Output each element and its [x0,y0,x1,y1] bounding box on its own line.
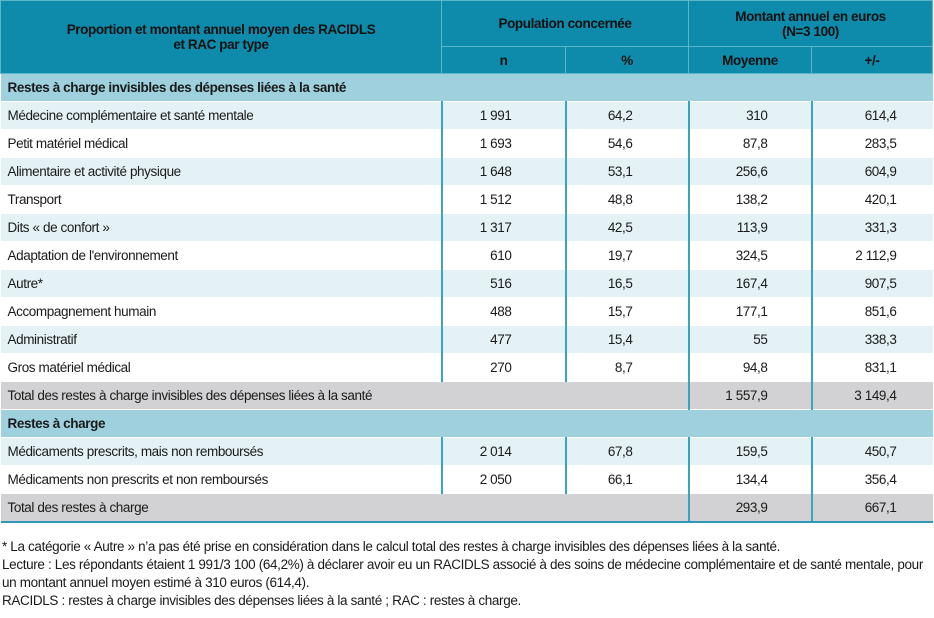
cell-sd: 614,4 [812,102,933,130]
title-line-2: et RAC par type [173,37,269,52]
abbreviations-note: RACIDLS : restes à charge invisibles des dépenses liées à la santé ; RAC : restes à charge. [2,593,521,608]
section-title: Restes à charge [1,410,933,438]
table-row [1,326,933,354]
footnote: * La catégorie « Autre » n’a pas été prise en considération dans le calcul total des restes à charge invisibles des dépenses liées à la santé. [2,539,781,554]
table-row [1,438,933,466]
cell-sd: 907,5 [812,270,933,298]
section-header-row [1,74,933,102]
total-label: Total des restes à charge [1,494,689,523]
row-label: Alimentaire et activité physique [1,158,442,186]
title-line-1: Proportion et montant annuel moyen des RACIDLS [66,22,376,37]
cell-n: 488 [442,298,566,326]
cell-pct: 15,4 [566,326,689,354]
section-header-row [1,410,933,438]
row-label: Gros matériel médical [1,354,442,382]
cell-sd: 420,1 [812,186,933,214]
cell-pct: 15,7 [566,298,689,326]
row-label: Transport [1,186,442,214]
cell-sd: 338,3 [812,326,933,354]
cell-moyenne: 159,5 [689,438,812,466]
section-title: Restes à charge invisibles des dépenses liées à la santé [1,74,933,102]
cell-moyenne: 310 [689,102,812,130]
cell-pct: 64,2 [566,102,689,130]
lecture-note: Lecture : Les répondants étaient 1 991/3 100 (64,2%) à déclarer avoir eu un RACIDLS associé à des soins de médecine complémentaire et de santé mentale, pour un montant annuel moyen estimé à 310 euros (614,4). [2,557,923,590]
table-row [1,242,933,270]
table-row [1,158,933,186]
row-label: Adaptation de l'environnement [1,242,442,270]
total-row [1,494,933,523]
table-row [1,214,933,242]
cell-sd: 851,6 [812,298,933,326]
row-label: Médecine complémentaire et santé mentale [1,102,442,130]
row-label: Administratif [1,326,442,354]
row-label: Autre* [1,270,442,298]
table-row [1,298,933,326]
cell-sd: 604,9 [812,158,933,186]
cell-moyenne: 256,6 [689,158,812,186]
cell-pct: 19,7 [566,242,689,270]
total-moyenne: 293,9 [689,494,812,523]
cell-pct: 54,6 [566,130,689,158]
cell-moyenne: 94,8 [689,354,812,382]
cell-sd: 356,4 [812,466,933,494]
total-label: Total des restes à charge invisibles des dépenses liées à la santé [1,382,689,410]
cell-n: 1 512 [442,186,566,214]
cell-n: 1 693 [442,130,566,158]
montant-header [689,1,933,47]
col-n-header: n [442,47,566,74]
cell-n: 270 [442,354,566,382]
cell-n: 1 991 [442,102,566,130]
cell-moyenne: 167,4 [689,270,812,298]
cell-pct: 67,8 [566,438,689,466]
table-row [1,130,933,158]
table-title-header [1,1,442,74]
table-row [1,102,933,130]
total-moyenne: 1 557,9 [689,382,812,410]
cell-n: 516 [442,270,566,298]
cell-moyenne: 134,4 [689,466,812,494]
cell-n: 477 [442,326,566,354]
population-header: Population concernée [442,1,689,47]
cell-pct: 48,8 [566,186,689,214]
col-pct-header: % [566,47,689,74]
row-label: Accompagnement humain [1,298,442,326]
cell-n: 2 050 [442,466,566,494]
cell-moyenne: 55 [689,326,812,354]
total-sd: 667,1 [812,494,933,523]
table-row [1,270,933,298]
montant-line-2: (N=3 100) [782,23,839,39]
montant-line-1: Montant annuel en euros [735,8,886,24]
cell-pct: 8,7 [566,354,689,382]
cell-pct: 53,1 [566,158,689,186]
cell-n: 610 [442,242,566,270]
cell-n: 1 317 [442,214,566,242]
cell-moyenne: 177,1 [689,298,812,326]
table-notes [2,538,932,610]
row-label: Médicaments non prescrits et non remboursés [1,466,442,494]
row-label: Petit matériel médical [1,130,442,158]
cell-moyenne: 113,9 [689,214,812,242]
cell-pct: 16,5 [566,270,689,298]
cell-moyenne: 138,2 [689,186,812,214]
cell-pct: 66,1 [566,466,689,494]
cell-sd: 2 112,9 [812,242,933,270]
total-sd: 3 149,4 [812,382,933,410]
cell-sd: 331,3 [812,214,933,242]
cell-sd: 831,1 [812,354,933,382]
row-label: Dits « de confort » [1,214,442,242]
total-row [1,382,933,410]
table-row [1,466,933,494]
col-sd-header: +/- [812,47,933,74]
table-row [1,354,933,382]
cell-pct: 42,5 [566,214,689,242]
cell-n: 1 648 [442,158,566,186]
cell-moyenne: 87,8 [689,130,812,158]
cell-sd: 450,7 [812,438,933,466]
cell-moyenne: 324,5 [689,242,812,270]
row-label: Médicaments prescrits, mais non remboursés [1,438,442,466]
cell-sd: 283,5 [812,130,933,158]
col-moyenne-header: Moyenne [689,47,812,74]
table-row [1,186,933,214]
cell-n: 2 014 [442,438,566,466]
